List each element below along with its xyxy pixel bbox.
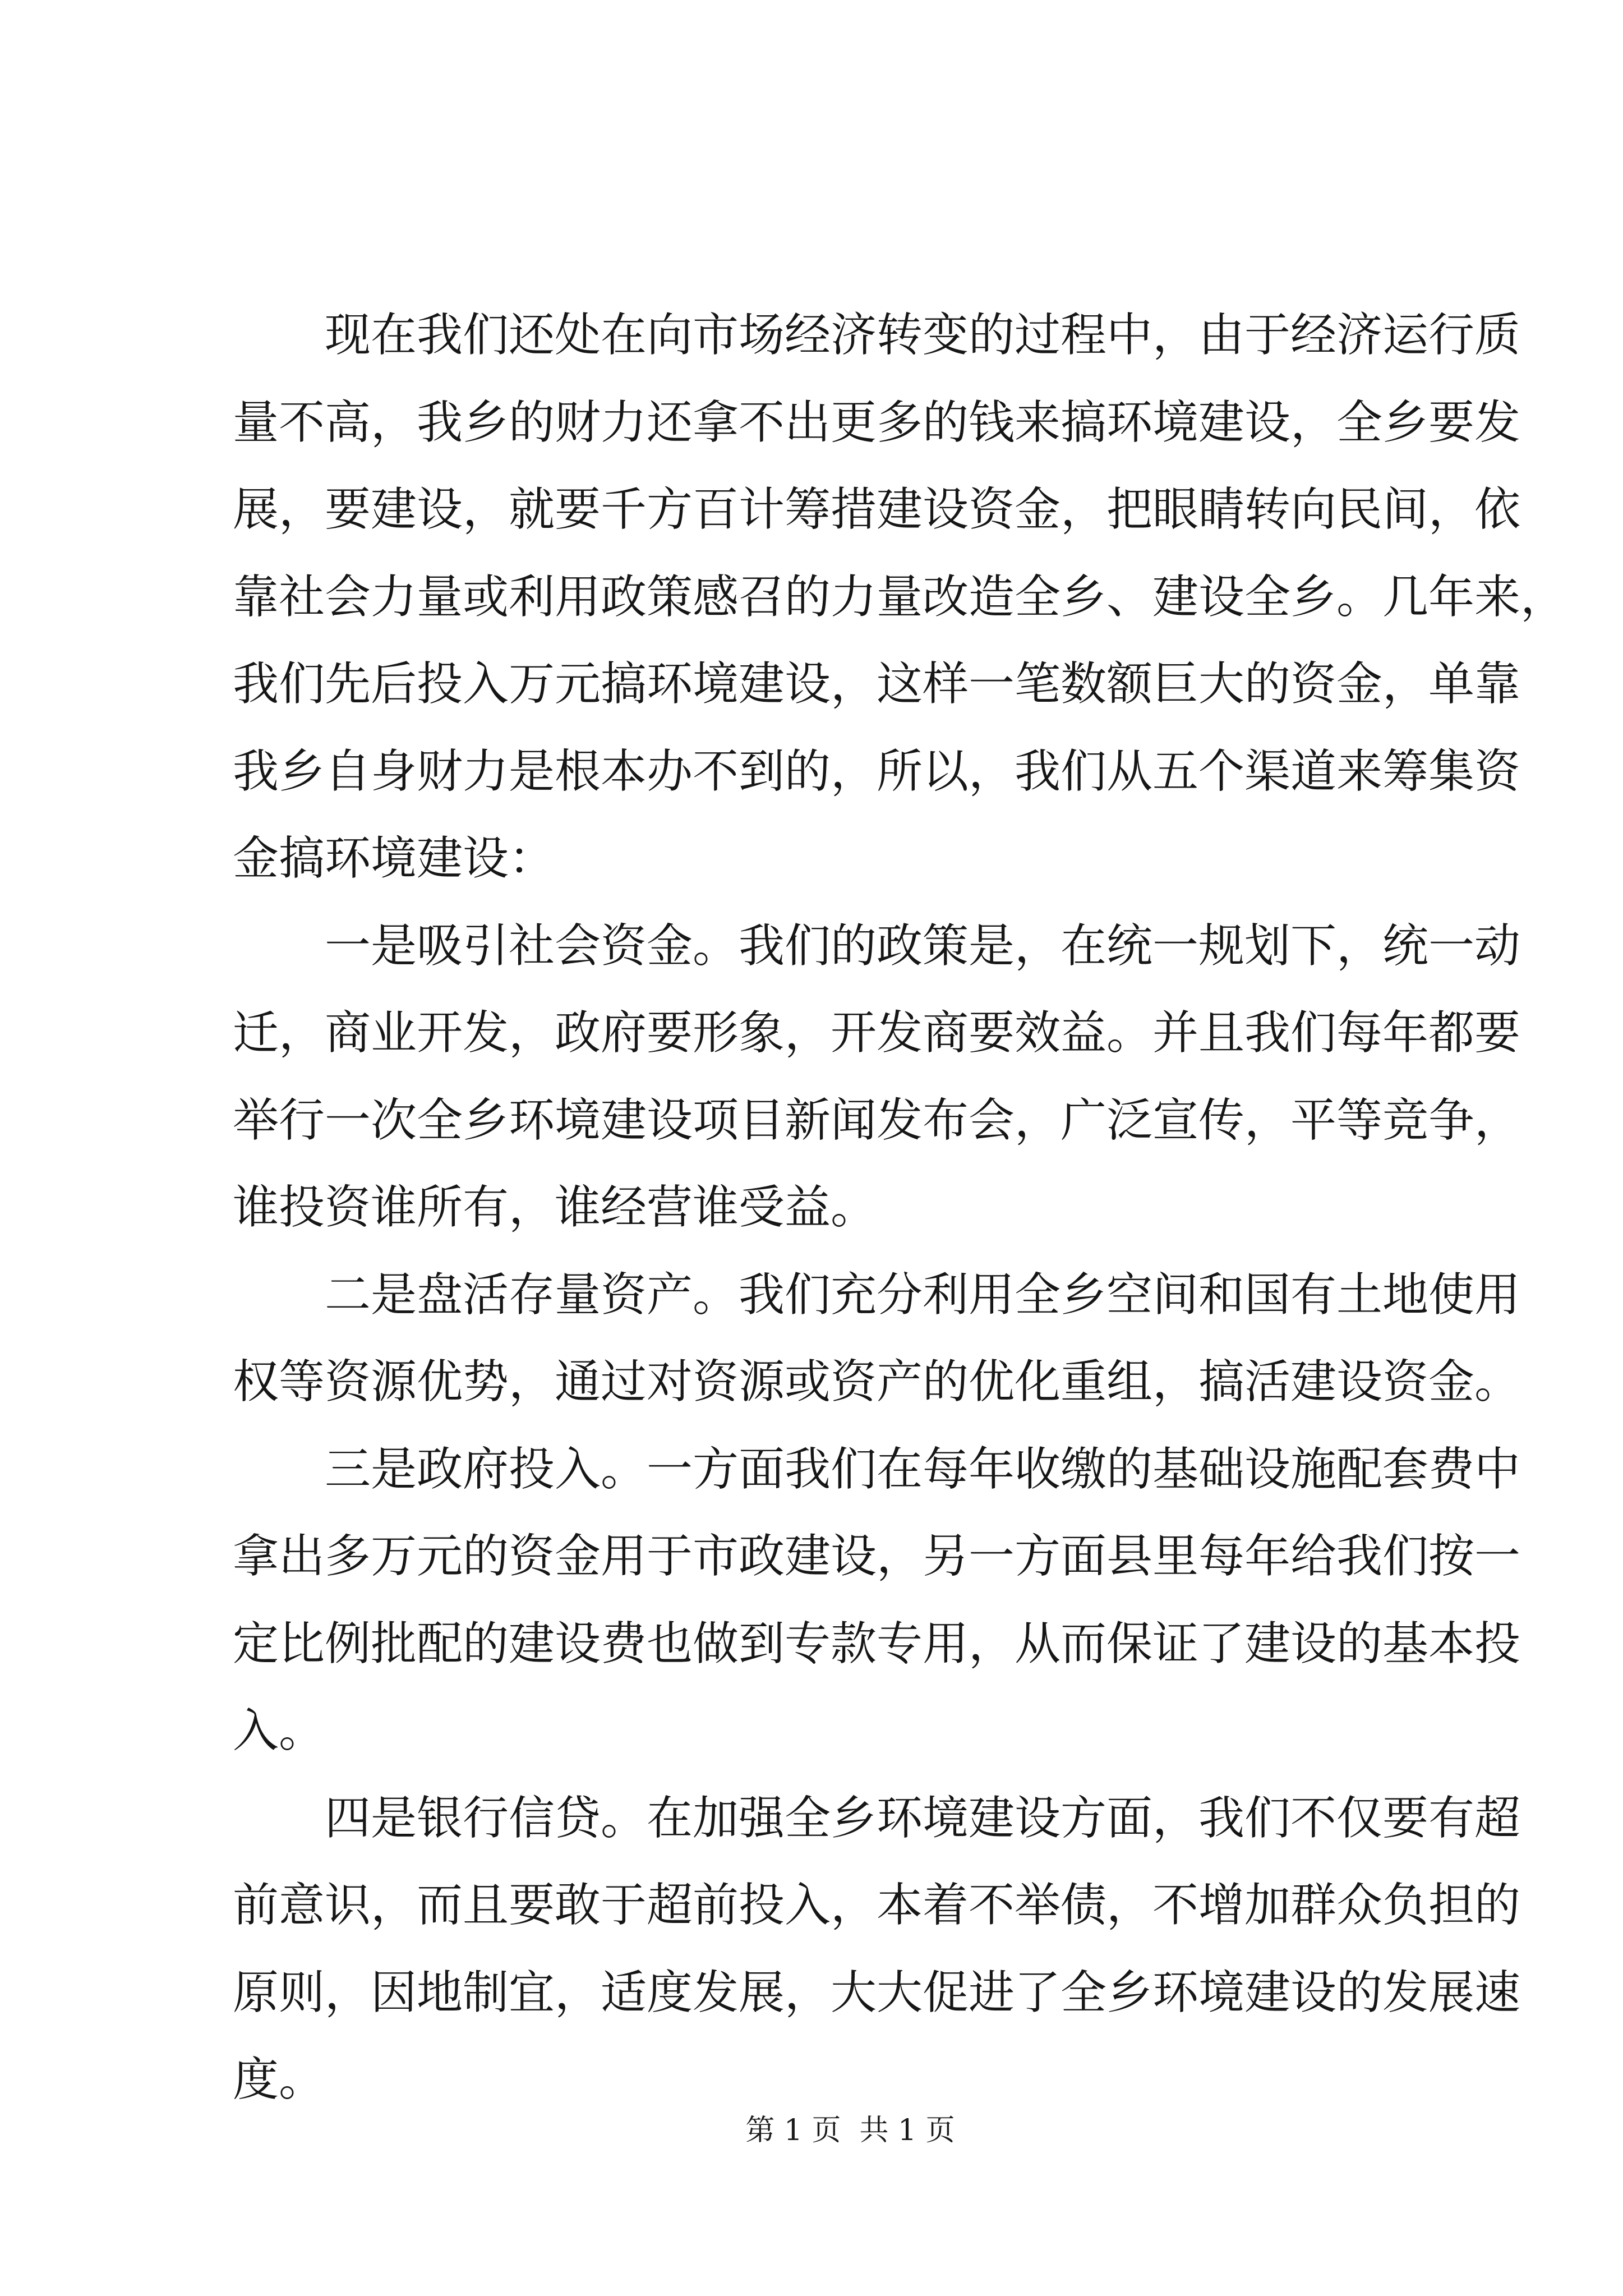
text-line: 权等资源优势，通过对资源或资产的优化重组，搞活建设资金。: [233, 1355, 1521, 1409]
text-line: 度。: [233, 2053, 325, 2106]
text-line: 量不高，我乡的财力还拿不出更多的钱来搞环境建设，全乡要发: [233, 395, 1521, 449]
text-line: 原则，因地制宜，适度发展，大大促进了全乡环境建设的发展速: [233, 1966, 1521, 2019]
paragraph-bank-credit: [233, 1775, 1521, 2124]
text-line: 拿出多万元的资金用于市政建设，另一方面县里每年给我们按一: [233, 1530, 1521, 1583]
text-line: 现在我们还处在向市场经济转变的过程中，由于经济运行质: [325, 309, 1521, 362]
text-line: 入。: [233, 1704, 325, 1757]
text-line: 一是吸引社会资金。我们的政策是，在统一规划下，统一动: [325, 919, 1521, 973]
text-line: 定比例批配的建设费也做到专款专用，从而保证了建设的基本投: [233, 1617, 1521, 1671]
text-line: 二是盘活存量资产。我们充分利用全乡空间和国有土地使用: [325, 1268, 1521, 1322]
text-line: 四是银行信贷。在加强全乡环境建设方面，我们不仅要有超: [325, 1791, 1521, 1845]
text-line: 靠社会力量或利用政策感召的力量改造全乡、建设全乡。几年来，: [233, 570, 1567, 624]
text-line: 举行一次全乡环境建设项目新闻发布会，广泛宣传，平等竞争，: [233, 1093, 1521, 1147]
text-line: 三是政府投入。一方面我们在每年收缴的基础设施配套费中: [325, 1442, 1521, 1496]
paragraph-social-funds: [233, 903, 1521, 1251]
text-line: 金搞环境建设：: [233, 832, 555, 885]
text-line: 我乡自身财力是根本办不到的，所以，我们从五个渠道来筹集资: [233, 744, 1521, 798]
document-body: [233, 292, 1567, 2124]
text-line: 谁投资谁所有，谁经营谁受益。: [233, 1181, 877, 1234]
page-number-footer: 第 1 页 共 1 页: [745, 2114, 955, 2147]
paragraph-government-investment: [233, 1426, 1521, 1775]
paragraph-existing-assets: [233, 1251, 1521, 1426]
text-line: 迁，商业开发，政府要形象，开发商要效益。并且我们每年都要: [233, 1006, 1521, 1060]
text-line: 展，要建设，就要千方百计筹措建设资金，把眼睛转向民间，依: [233, 483, 1521, 536]
text-line: 我们先后投入万元搞环境建设，这样一笔数额巨大的资金，单靠: [233, 657, 1521, 711]
text-line: 前意识，而且要敢于超前投入，本着不举债，不增加群众负担的: [233, 1879, 1521, 1932]
paragraph-intro: [233, 292, 1567, 903]
